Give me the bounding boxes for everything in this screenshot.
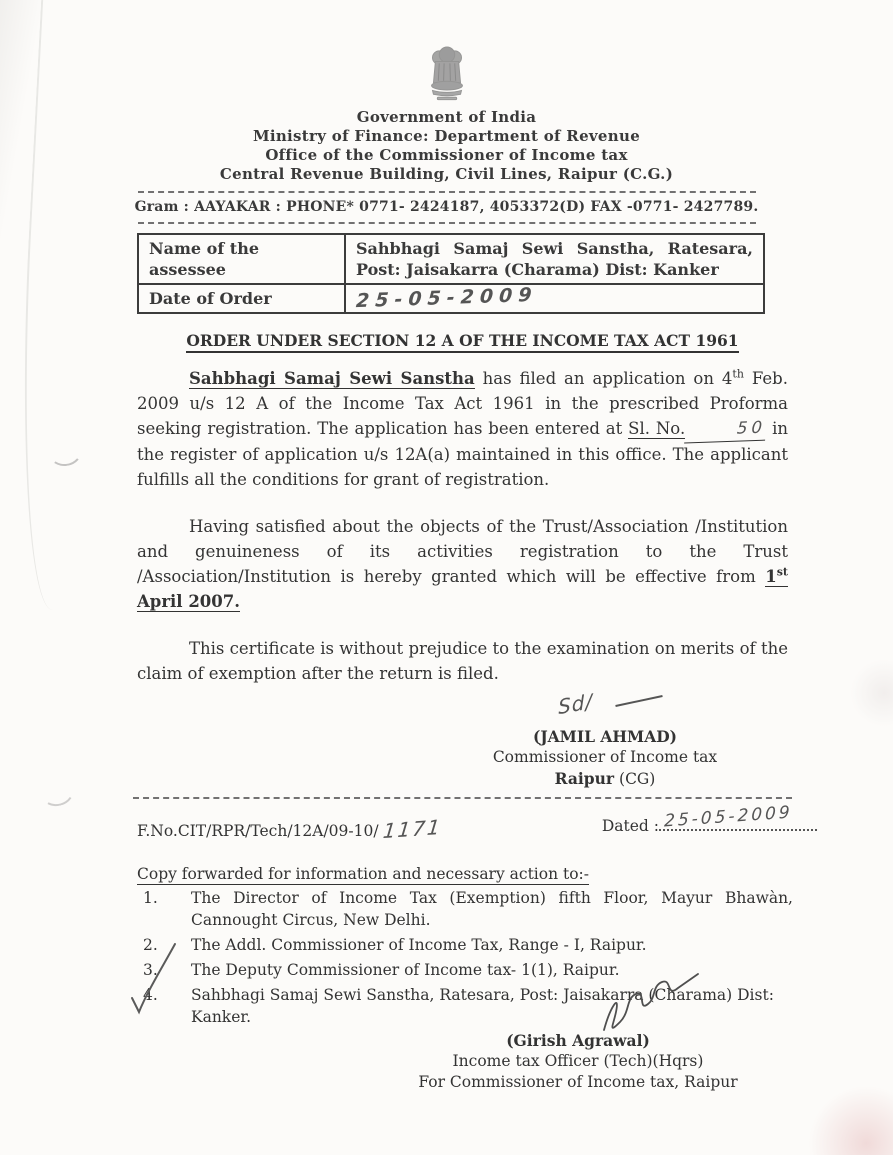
list-item-number: 4. bbox=[143, 986, 158, 1004]
ashoka-lion-capital-emblem-icon bbox=[418, 46, 476, 104]
dashed-divider bbox=[138, 222, 756, 224]
scan-arc-artifact bbox=[46, 434, 84, 468]
order-title: ORDER UNDER SECTION 12 A OF THE INCOME TAX ACT 1961 bbox=[137, 331, 788, 350]
superscript: th bbox=[732, 367, 744, 381]
signatory-name: (JAMIL AHMAD) bbox=[532, 727, 678, 746]
list-item-text: The Director of Income Tax (Exemption) fifth Floor, Mayur Bhawàn, Cannought Circus, New Delhi. bbox=[191, 889, 793, 929]
signatory-for-line: For Commissioner of Income tax, Raipur bbox=[418, 1073, 738, 1091]
assessee-name-label: Name of the assessee bbox=[138, 234, 345, 284]
signature-scribble-icon bbox=[586, 968, 706, 1038]
signatory-designation: Income tax Officer (Tech)(Hqrs) bbox=[452, 1052, 704, 1070]
list-item-number: 1. bbox=[143, 889, 158, 907]
scan-arc-artifact bbox=[37, 772, 77, 809]
handwritten-dated-value: 25-05-2009 bbox=[663, 802, 793, 832]
paragraph-grant: Having satisfied about the objects of the Trust/Association /Institution and genuineness of its activities registration to the Trust /Association/Institution is hereby granted which will be effective from 1st April 2007. bbox=[137, 517, 788, 611]
serial-number-label: Sl. No. bbox=[628, 419, 686, 438]
list-item-text: Sahbhagi Samaj Sewi Sanstha, Ratesara, Post: Jaisakarra (Charama) Dist: Kanker. bbox=[191, 986, 774, 1026]
paragraph-application: Sahbhagi Samaj Sewi Sanstha has filed an application on 4th Feb. 2009 u/s 12 A of the Income Tax Act 1961 in the prescribed Proforma seeking registration. The application has been entered at Sl. No. 50 in the register of application u/s 12A(a) maintained in this office. The applicant fulfills all the conditions for grant of registration. bbox=[137, 367, 788, 489]
paper-crease-artifact bbox=[9, 0, 114, 611]
dated-field: Dated : 25-05-2009 bbox=[602, 817, 817, 841]
handwritten-serial-number: 50 bbox=[684, 415, 767, 444]
table-row bbox=[138, 284, 764, 313]
dashed-divider bbox=[138, 191, 756, 193]
assessee-name-inline: Sahbhagi Samaj Sewi Sanstha bbox=[189, 369, 475, 388]
list-item-number: 3. bbox=[143, 961, 158, 979]
signature-block-commissioner bbox=[450, 688, 760, 790]
org-line-1: Government of India bbox=[356, 108, 537, 126]
list-item-text: The Deputy Commissioner of Income tax- 1(1), Raipur. bbox=[191, 961, 620, 979]
sd-signature-row bbox=[450, 688, 760, 726]
list-item bbox=[133, 934, 793, 956]
signature-block-ito bbox=[408, 1030, 748, 1093]
order-date-label: Date of Order bbox=[138, 284, 345, 313]
assessee-name-value: Sahbhagi Samaj Sewi Sanstha, Ratesara, Post: Jaisakarra (Charama) Dist: Kanker bbox=[345, 234, 764, 284]
superscript: st bbox=[776, 565, 788, 579]
signatory-name: (Girish Agrawal) bbox=[506, 1031, 650, 1050]
org-line-2: Ministry of Finance: Department of Revenue bbox=[252, 127, 641, 145]
handwritten-sd: Sd/ bbox=[557, 688, 594, 720]
list-item bbox=[133, 887, 793, 931]
handwritten-file-number: 1171 bbox=[381, 814, 443, 844]
file-number-row bbox=[137, 802, 817, 844]
handwritten-checkmark-icon bbox=[129, 940, 181, 1024]
handwritten-order-date: 25-05-2009 bbox=[355, 283, 539, 313]
org-line-4: Central Revenue Building, Civil Lines, Raipur (C.G.) bbox=[219, 165, 674, 183]
contact-line: Gram : AAYAKAR : PHONE* 0771- 2424187, 4053372(D) FAX -0771- 2427789. bbox=[134, 199, 759, 215]
org-header bbox=[0, 108, 893, 184]
effective-date: 1st April 2007 bbox=[137, 565, 788, 611]
org-line-3: Office of the Commissioner of Income tax bbox=[265, 146, 628, 164]
file-number: F.No.CIT/RPR/Tech/12A/09-10/ 1171 bbox=[137, 814, 443, 844]
dashed-divider bbox=[133, 797, 792, 799]
document-body bbox=[137, 233, 793, 1093]
assessee-table bbox=[137, 233, 765, 314]
signatory-place: Raipur (CG) bbox=[554, 769, 656, 788]
copy-forwarded-heading: Copy forwarded for information and necessary action to:- bbox=[137, 865, 590, 883]
signatory-designation: Commissioner of Income tax bbox=[492, 748, 718, 766]
list-item-number: 2. bbox=[143, 936, 158, 954]
list-item-text: The Addl. Commissioner of Income Tax, Range - I, Raipur. bbox=[191, 936, 647, 954]
table-row bbox=[138, 234, 764, 284]
order-date-value bbox=[345, 284, 764, 313]
signature-stroke-icon bbox=[615, 695, 662, 707]
paragraph-certificate: This certificate is without prejudice to the examination on merits of the claim of exemption after the return is filed. bbox=[137, 639, 788, 683]
